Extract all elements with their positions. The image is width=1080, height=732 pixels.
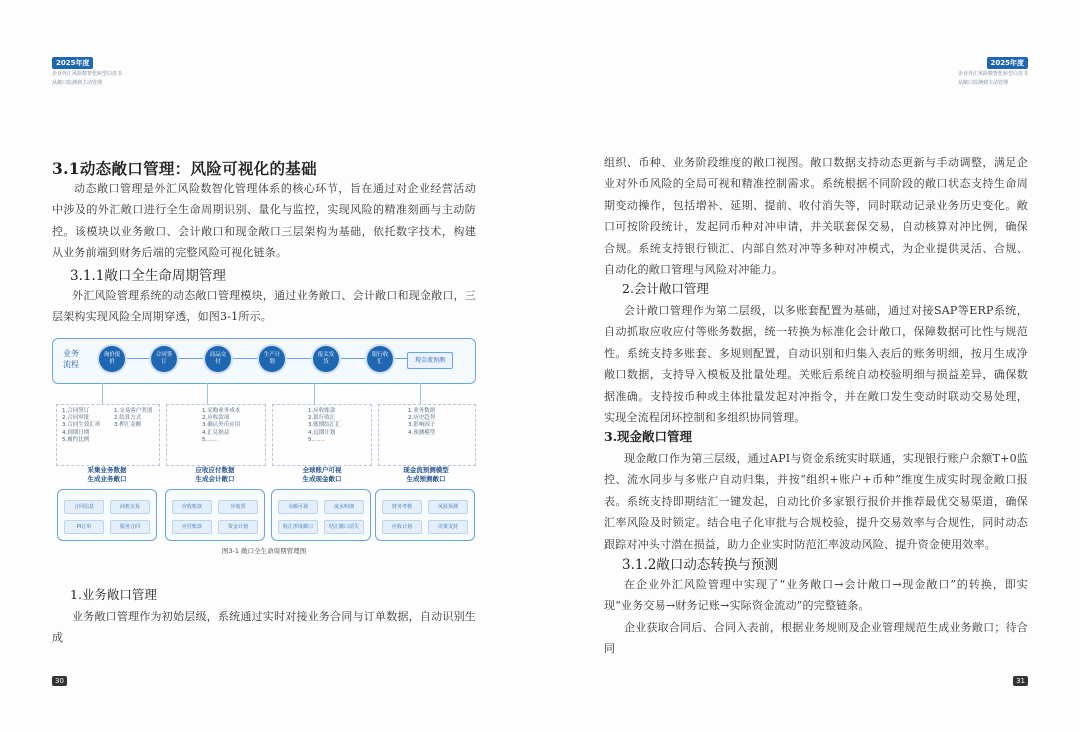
figure-caption: 图3-1 敞口全生命周期管理图 [221,547,307,555]
pill: 风险预测 [428,500,468,514]
header-subtitle-1: 企业外汇风险数智化转型白皮书 [957,71,1028,77]
layer-caption-cash: 全球账户可视 生成现金敞口 [302,466,342,483]
detail-list-1: 1.合同签订 2.合同审批 3.合同生效汇率 4.到期日期 5.履约比例 [62,408,101,443]
lifecycle-diagram [52,338,476,556]
conversion-paragraph: 在企业外汇风险管理中实现了“业务敞口→会计敞口→现金敞口”的转换，即实现“业务交易→财务记账→实际资金流动”的完整链条。 [604,578,1028,613]
pill: 收汇形成敞口 [278,520,318,534]
right-page [540,0,1080,732]
header-subtitle-2: 从敞口监测到主动管理 [52,80,103,86]
right-header [958,50,1028,87]
pill: 决策支持 [428,520,468,534]
layer-box-forecast [375,489,475,541]
layer-box-accounting [165,489,265,541]
cash-exposure-paragraph: 现金敞口作为第三层级，通过API与资金系统实时联通，实现银行账户余额T+0监控、流水同步与多账户自动归集，并按“组织+账户+币种”维度生成实时现金敞口报表。系统支持即期结汇一键发起，自动比价多家银行报价并推荐最优交易渠道，确保汇率风险及时锁定。结合电子化审批与合规校验，提升交易效率与合规性，同时动态跟踪对冲头寸潜在损益，助力企业实时防范汇率波动风险、提升资金使用效率。 [604,452,1028,551]
conversion-subsection-title: 3.1.2敞口动态转换与预测 [622,557,778,573]
flow-step-5: 报关发货 [313,346,339,372]
pill: 应收账款 [172,500,212,514]
cashflow-forecast-box: 现金流预测 [407,352,453,369]
flow-step-4: 生产计划 [259,346,285,372]
flow-step-1: 询价报价 [99,346,125,372]
flow-step-3: 商品交付 [205,346,231,372]
cash-exposure-title: 3.现金敞口管理 [604,429,693,444]
pill: 余额可视 [278,500,318,514]
pill: 应收计划 [382,520,422,534]
business-exposure-title: 1.业务敞口管理 [70,587,157,602]
pill: PI订单 [64,520,104,534]
flow-step-2: 合同签订 [151,346,177,372]
connector-line [102,383,103,404]
detail-list-2: 1.交易客户类别 2.结算方式 3.押汇金额 [114,408,153,429]
accounting-exposure-title: 2.会计敞口管理 [622,281,709,296]
conversion-paragraph-2: 企业获取合同后、合同入表前，根据业务规则及企业管理规范生成业务敞口；待合同 [604,621,1028,656]
year-badge: 2025年度 [52,57,93,69]
connector-line [420,383,421,404]
section-title: 3.1动态敞口管理：风险可视化的基础 [52,159,317,178]
pill: 商机交易 [110,500,150,514]
layer-box-cash [271,489,371,541]
detail-list-5: 1.业务数据 2.历史趋势 3.影响因子 4.预测模型 [408,408,436,436]
pill: 资金计划 [218,520,258,534]
layer-box-business [57,489,157,541]
connector-line [207,383,208,404]
pill: 应收票 [218,500,258,514]
layer-caption-accounting: 应收应付数据 生成会计敞口 [195,466,235,483]
pill: 应付账款 [172,520,212,534]
page-number-left: 30 [52,676,67,686]
flow-label: 业务流程 [63,349,79,369]
pill: 合同信息 [64,500,104,514]
business-exposure-paragraph: 业务敞口管理作为初始层级，系统通过实时对接业务合同与订单数据，自动识别生成 [52,610,476,645]
detail-list-4: 1.应收账款 2.银行收汇 3.账期结汇汇 4.远期计划 5.…… [308,408,341,443]
pill: 财务考核 [382,500,422,514]
page-number-right: 31 [1013,676,1028,686]
accounting-exposure-paragraph: 会计敞口管理作为第二层级，以多账套配置为基础，通过对接SAP等ERP系统，自动抓取应收应付等账务数据，统一转换为标准化会计敞口，保障数据可比性与规范性。系统支持多账套、多规则配置，自动识别和归集入表后的账务明细，按月生成净敞口数据，支持导入模板及批量处理。关账后系统自动校验明细与损益差异，确保数据准确。支持按币种或主体批量发起对冲指令，并在敞口发生变动时联动交易处理，实现全流程闭环控制和多组织协同管理。 [604,304,1028,425]
pill: 结汇敞口消失 [324,520,364,534]
left-header [52,50,122,87]
connector-line [314,383,315,404]
pill: 服务合同 [110,520,150,534]
subsection-paragraph: 外汇风险管理系统的动态敞口管理模块，通过业务敞口、会计敞口和现金敞口，三层架构实现风险全周期穿透，如图3-1所示。 [52,289,476,324]
pill: 流水明细 [324,500,364,514]
layer-caption-forecast: 现金流预测模型 生成预测敞口 [403,466,449,483]
business-flow-bar [52,338,476,384]
detail-list-3: 1.采购业务成本 2.应收款项 3.确认外币应用 4.汇兑损益 5.…… [202,408,241,443]
continued-paragraph: 组织、币种、业务阶段维度的敞口视图。敞口数据支持动态更新与手动调整，满足企业对外币风险的全局可视和精准控制需求。系统根据不同阶段的敞口状态支持生命周期变动操作，包括增补、延期、提前、收付消失等，同时联动记录业务历史变化。敞口可按阶段统计，发起同币种对冲申请，并关联套保交易，自动核算对冲比例，确保合规。系统支持银行锁汇、内部自然对冲等多种对冲模式，为企业提供灵活、合规、自动化的敞口管理与风险对冲能力。 [604,156,1028,277]
layer-caption-business: 采集业务数据 生成业务敞口 [87,466,127,483]
year-badge: 2025年度 [987,57,1028,69]
header-subtitle-2: 从敞口监测到主动管理 [957,80,1008,86]
flow-step-6: 银行收汇 [367,346,393,372]
header-subtitle-1: 企业外汇风险数智化转型白皮书 [52,71,123,77]
subsection-title: 3.1.1敞口全生命周期管理 [70,268,226,284]
intro-paragraph: 动态敞口管理是外汇风险数智化管理体系的核心环节，旨在通过对企业经营活动中涉及的外汇敞口进行全生命周期识别、量化与监控，实现风险的精准刻画与主动防控。该模块以业务敞口、会计敞口和现金敞口三层架构为基础，依托数字技术，构建从业务前端到财务后端的完整风险可视化链条。 [52,182,476,260]
